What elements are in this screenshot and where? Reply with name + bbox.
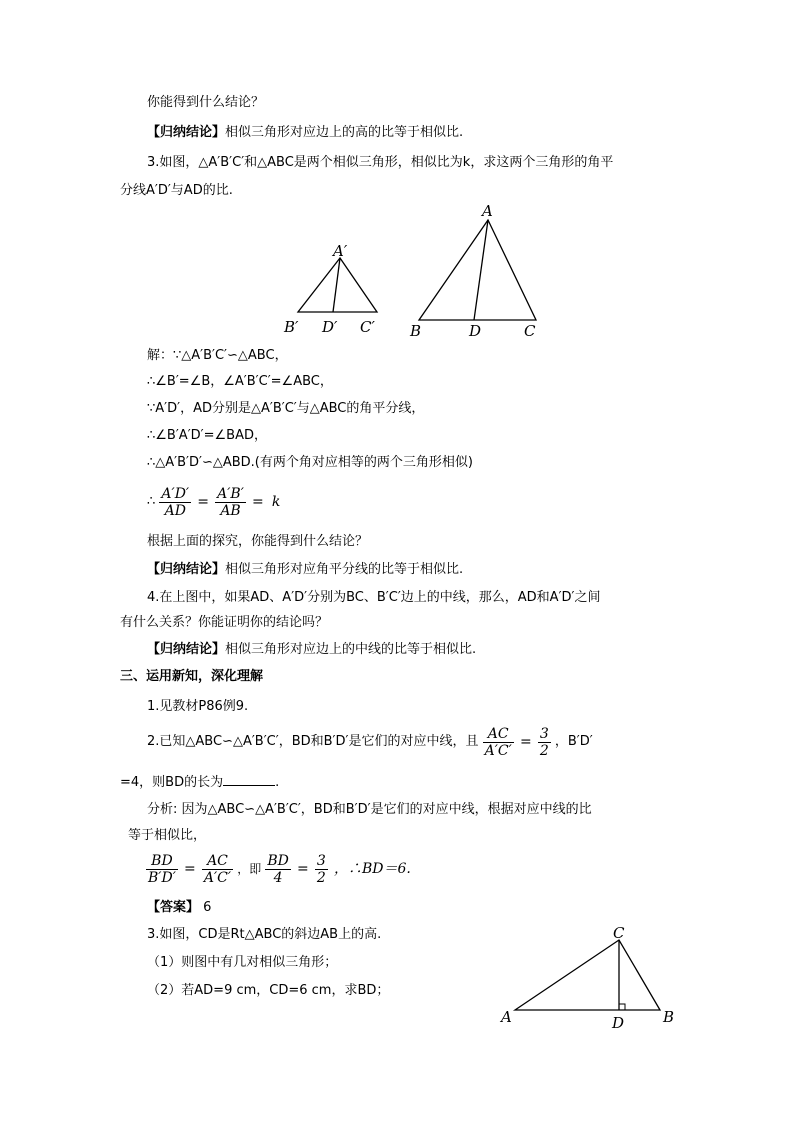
namely-text: ，即: [237, 862, 262, 876]
answer-blank[interactable]: [223, 772, 275, 786]
label-c: C: [613, 924, 625, 942]
right-angle-mark: [619, 1004, 625, 1010]
label-d-prime: D′: [322, 318, 338, 336]
conclusion-text: 相似三角形对应边上的高的比等于相似比.: [225, 125, 464, 140]
solution-line-4: ∴∠B′A′D′=∠BAD，: [147, 428, 267, 443]
solution-line-5: ∴△A′B′D′∽△ABD.(有两个角对应相等的两个三角形相似): [147, 455, 473, 470]
conclusion-tag: 【归纳结论】: [147, 642, 226, 657]
analysis-line-1: 分析: 因为△ABC∽△A′B′C′，BD和B′D′是它们的对应中线，根据对应中线的比: [147, 802, 592, 817]
label-d: D: [469, 322, 482, 340]
small-triangle: [298, 258, 377, 312]
conclusion-tag: 【归纳结论】: [147, 562, 226, 577]
solution-line-3: ∵A′D′，AD分别是△A′B′C′与△ABC的角平分线，: [147, 401, 425, 416]
label-c: C: [524, 322, 536, 340]
answer-tag: 【答案】: [147, 900, 200, 915]
large-bisector: [474, 220, 488, 320]
exercise-1: 1.见教材P86例9.: [147, 699, 249, 714]
answer-value: 6: [203, 900, 212, 915]
fraction-ac: $\frac{AC}{A'C'}$: [203, 852, 232, 886]
exercise-3-part-1: （1）则图中有几对相似三角形；: [147, 955, 338, 970]
exercise-2-text: 2.已知△ABC∽△A′B′C′，BD和B′D′是它们的对应中线，且: [147, 734, 479, 749]
fraction-bd-4: $\frac{BD}{4}$: [267, 852, 289, 886]
label-b: B: [410, 322, 422, 340]
answer: [147, 899, 211, 917]
exercise-2-tail: ，B′D′: [554, 734, 593, 749]
conclusion-1: [147, 124, 463, 142]
result-bd: ，∴BD＝6.: [333, 861, 411, 877]
solution-line-1: 解：∵△A′B′C′∽△ABC，: [147, 348, 288, 363]
question-1: 你能得到什么结论？: [147, 95, 265, 110]
therefore-symbol: ∴: [147, 494, 156, 509]
fraction-bd: $\frac{BD}{B'D'}$: [148, 852, 176, 886]
solution-formula: [147, 482, 282, 523]
exercise-3: 3.如图，CD是Rt△ABC的斜边AB上的高.: [147, 927, 382, 942]
exercise-2-question: =4，则BD的长为: [120, 775, 224, 790]
problem-4-line-1: 4.在上图中，如果AD、A′D′分别为BC、B′C′边上的中线，那么，AD和A′D′之间: [147, 590, 601, 605]
label-b: B: [663, 1008, 675, 1026]
label-d: D: [612, 1014, 625, 1032]
equals-sign: =: [184, 861, 196, 877]
label-a: A: [501, 1008, 512, 1026]
right-triangle: [515, 940, 660, 1010]
conclusion-2: [147, 561, 463, 579]
equals-sign: =: [252, 494, 264, 510]
label-a: A: [482, 202, 493, 220]
fraction-ac-ratio: $\frac{AC}{A'C'}$: [484, 725, 512, 759]
fraction-ab-prime: $\frac{A'B'}{AB}$: [217, 485, 244, 519]
problem-4-line-2: 有什么关系？你能证明你的结论吗？: [120, 615, 329, 630]
label-b-prime: B′: [284, 318, 299, 336]
large-triangle: [419, 220, 536, 320]
problem-3-line-1: 3.如图，△A′B′C′和△ABC是两个相似三角形，相似比为k，求这两个三角形的角平: [147, 155, 614, 170]
equals-sign: =: [519, 734, 532, 750]
fraction-three-halves: $\frac{3}{2}$: [539, 725, 549, 759]
question-2: 根据上面的探究，你能得到什么结论？: [147, 534, 369, 549]
fraction-3-2: $\frac{3}{2}$: [316, 852, 326, 886]
exercise-2-line-2: [120, 772, 279, 792]
solution-line-2: ∴∠B′=∠B，∠A′B′C′=∠ABC，: [147, 374, 333, 389]
exercise-2-line-1: [147, 722, 593, 763]
conclusion-text: 相似三角形对应角平分线的比等于相似比.: [225, 562, 464, 577]
fraction-ad-prime: $\frac{A'D'}{AD}$: [161, 485, 190, 519]
problem-3-line-2: 分线A′D′与AD的比.: [120, 183, 233, 198]
conclusion-tag: 【归纳结论】: [147, 125, 226, 140]
analysis-line-2: 等于相似比，: [128, 828, 207, 843]
similarity-ratio-k: k: [271, 494, 281, 510]
period: .: [275, 775, 280, 790]
similar-triangles-figure: [280, 200, 550, 342]
equals-sign: =: [297, 861, 309, 877]
conclusion-text: 相似三角形对应边上的中线的比等于相似比.: [225, 642, 477, 657]
section-3-heading: 三、运用新知，深化理解: [120, 669, 264, 684]
equals-sign: =: [197, 494, 209, 510]
right-triangle-figure: [498, 922, 688, 1034]
analysis-formula: [146, 848, 413, 891]
exercise-3-part-2: （2）若AD=9 cm，CD=6 cm，求BD；: [147, 983, 390, 998]
label-c-prime: C′: [360, 318, 375, 336]
label-a-prime: A′: [333, 242, 348, 260]
conclusion-3: [147, 641, 476, 659]
